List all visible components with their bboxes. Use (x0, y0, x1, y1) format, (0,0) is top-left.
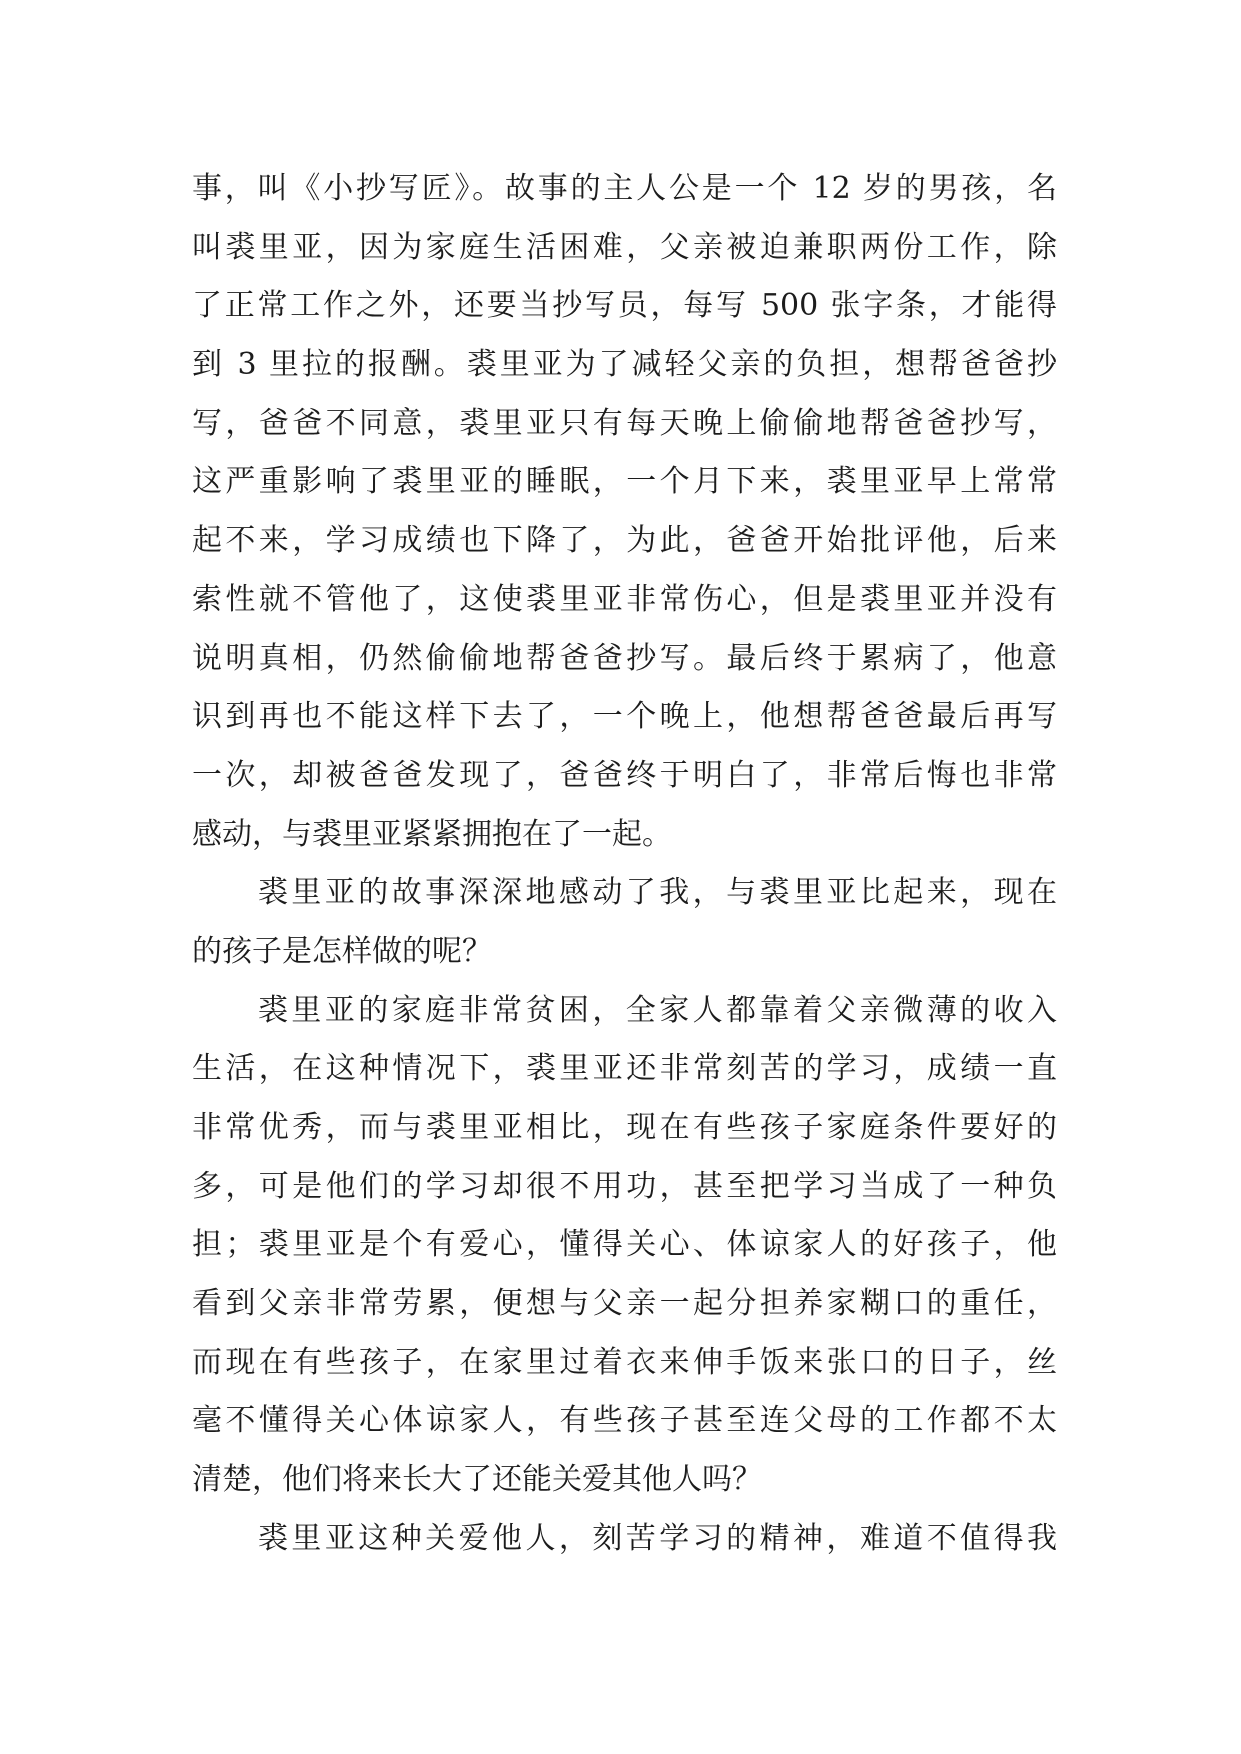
text-line-9: 说明真相，仍然偷偷地帮爸爸抄写。最后终于累病了，他意 (192, 640, 1057, 676)
text-line-22: 毫不懂得关心体谅家人，有些孩子甚至连父母的工作都不太 (192, 1403, 1057, 1439)
text-line-1: 事，叫《小抄写匠》。故事的主人公是一个 12 岁的男孩，名 (192, 171, 1057, 206)
text-line-20: 看到父亲非常劳累，便想与父亲一起分担养家糊口的重任， (192, 1286, 1057, 1322)
text-line-17: 非常优秀，而与裘里亚相比，现在有些孩子家庭条件要好的 (192, 1110, 1057, 1145)
text-line-5: 写，爸爸不同意，裘里亚只有每天晚上偷偷地帮爸爸抄写， (192, 405, 1057, 441)
text-line-8: 索性就不管他了，这使裘里亚非常伤心，但是裘里亚并没有 (192, 581, 1057, 617)
text-line-23: 清楚，他们将来长大了还能关爱其他人吗？ (192, 1462, 762, 1498)
text-line-24: 裘里亚这种关爱他人，刻苦学习的精神，难道不值得我 (258, 1520, 1057, 1556)
text-line-21: 而现在有些孩子，在家里过着衣来伸手饭来张口的日子，丝 (192, 1344, 1057, 1380)
text-line-2: 叫裘里亚，因为家庭生活困难，父亲被迫兼职两份工作，除 (192, 229, 1057, 265)
text-line-18: 多，可是他们的学习却很不用功，甚至把学习当成了一种负 (192, 1168, 1057, 1204)
text-line-7: 起不来，学习成绩也下降了，为此，爸爸开始批评他，后来 (192, 523, 1057, 559)
text-line-15: 裘里亚的家庭非常贫困，全家人都靠着父亲微薄的收入 (258, 992, 1057, 1028)
text-line-11: 一次，却被爸爸发现了，爸爸终于明白了，非常后悔也非常 (192, 757, 1057, 793)
text-line-19: 担；裘里亚是个有爱心，懂得关心、体谅家人的好孩子，他 (192, 1227, 1057, 1263)
text-line-6: 这严重影响了裘里亚的睡眠，一个月下来，裘里亚早上常常 (192, 464, 1057, 500)
text-line-13: 裘里亚的故事深深地感动了我，与裘里亚比起来，现在 (258, 875, 1057, 911)
text-line-4: 到 3 里拉的报酬。裘里亚为了减轻父亲的负担，想帮爸爸抄 (192, 347, 1057, 383)
text-line-3: 了正常工作之外，还要当抄写员，每写 500 张字条，才能得 (192, 288, 1057, 324)
essay-body (192, 160, 1057, 1569)
text-line-10: 识到再也不能这样下去了，一个晚上，他想帮爸爸最后再写 (192, 699, 1057, 735)
text-line-14: 的孩子是怎样做的呢？ (192, 933, 492, 969)
text-line-12: 感动，与裘里亚紧紧拥抱在了一起。 (192, 816, 672, 852)
text-line-16: 生活，在这种情况下，裘里亚还非常刻苦的学习，成绩一直 (192, 1051, 1057, 1087)
